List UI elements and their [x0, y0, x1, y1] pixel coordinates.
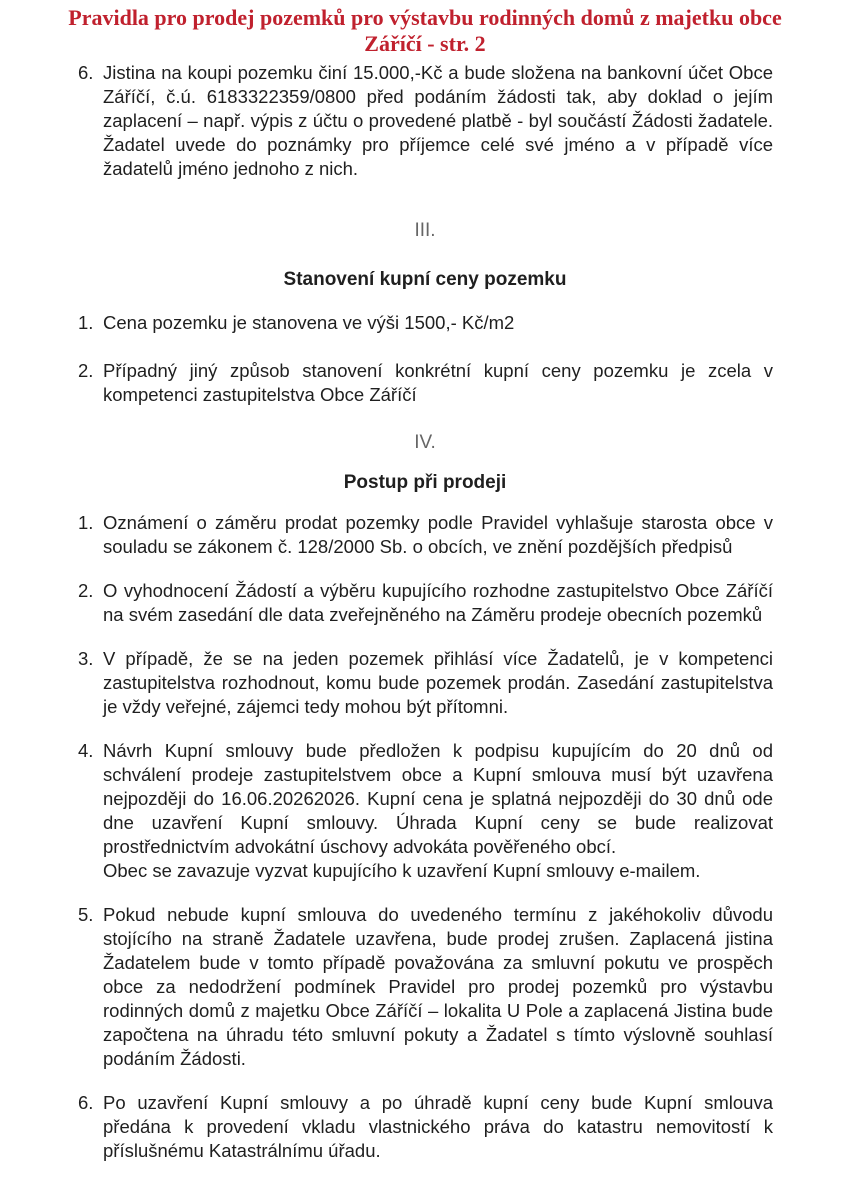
list-item: [78, 311, 773, 335]
list-item-text: [103, 511, 773, 559]
section-heading-iv: Postup při prodeji: [343, 472, 507, 493]
list-item-number: 6.: [78, 62, 94, 83]
document-title-line-2: Záříčí - str. 2: [364, 31, 486, 56]
list-item-number: 2.: [78, 580, 94, 601]
section-iii-list: [0, 311, 850, 407]
section-heading-iii: Stanovení kupní ceny pozemku: [283, 269, 567, 290]
list-item-number: 6.: [78, 1092, 94, 1113]
list-item: [78, 579, 773, 627]
list-item-number: 1.: [78, 312, 94, 333]
paragraph: Obec se zavazuje vyzvat kupujícího k uzavření Kupní smlouvy e-mailem.: [103, 860, 701, 881]
paragraph: O vyhodnocení Žádostí a výběru kupujícího rozhodne zastupitelstvo Obce Záříčí na svém zasedání dle data zveřejněného na Záměru prodeje obecních pozemků: [103, 580, 773, 625]
intro-list: [0, 61, 850, 181]
list-item: [78, 903, 773, 1071]
list-item: [78, 647, 773, 719]
list-item-number: 1.: [78, 512, 94, 533]
list-item-number: 3.: [78, 648, 94, 669]
list-item: [78, 359, 773, 407]
list-item-text: [103, 739, 773, 883]
list-item-number: 2.: [78, 360, 94, 381]
document-title: [0, 0, 850, 57]
section-numeral-iv: IV.: [414, 432, 436, 453]
list-item: [78, 511, 773, 559]
list-item-number: 4.: [78, 740, 94, 761]
list-item-text: [103, 359, 773, 407]
list-item-text: [103, 647, 773, 719]
list-item: [78, 739, 773, 883]
paragraph: Oznámení o záměru prodat pozemky podle Pravidel vyhlašuje starosta obce v souladu se zákonem č. 128/2000 Sb. o obcích, ve znění pozdějších předpisů: [103, 512, 773, 557]
list-item-text: [103, 311, 773, 335]
document-body: [0, 61, 850, 1163]
paragraph: Cena pozemku je stanovena ve výši 1500,- Kč/m2: [103, 312, 515, 333]
list-item-text: [103, 1091, 773, 1163]
paragraph: Pokud nebude kupní smlouva do uvedeného termínu z jakéhokoliv důvodu stojícího na straně Žadatele uzavřena, bude prodej zrušen. Zaplacená jistina Žadatelem bude v tomto případě považována za smluvní pokutu ve prospěch obce za nedodržení podmínek Pravidel pro prodej pozemků pro výstavbu rodinných domů z majetku Obce Záříčí – lokalita U Pole a zaplacená Jistina bude započtena na úhradu této smluvní pokuty a Žadatel s tímto výslovně souhlasí podáním Žádosti.: [103, 904, 773, 1069]
section-iv-list: [0, 511, 850, 1163]
list-item-text: [103, 579, 773, 627]
section-numeral-iii: III.: [414, 220, 436, 241]
list-item-text: [103, 61, 773, 181]
paragraph: Návrh Kupní smlouvy bude předložen k podpisu kupujícím do 20 dnů od schválení prodeje zastupitelstvem obce a Kupní smlouva musí být uzavřena nejpozději do 16.06.20262026. Kupní cena je splatná nejpozději do 30 dnů ode dne uzavření Kupní smlouvy. Úhrada Kupní ceny se bude realizovat prostřednictvím advokátní úschovy advokáta pověřeného obcí.: [103, 740, 773, 857]
list-item: [78, 61, 773, 181]
list-item-number: 5.: [78, 904, 94, 925]
list-item: [78, 1091, 773, 1163]
paragraph: Jistina na koupi pozemku činí 15.000,-Kč a bude složena na bankovní účet Obce Záříčí, č.ú. 6183322359/0800 před podáním žádosti tak, aby doklad o jejím zaplacení – např. výpis z účtu o provedené platbě - byl součástí Žádosti žadatele. Žadatel uvede do poznámky pro příjemce celé své jméno a v případě více žadatelů jméno jednoho z nich.: [103, 62, 773, 179]
document-title-line-1: Pravidla pro prodej pozemků pro výstavbu rodinných domů z majetku obce: [68, 5, 782, 30]
paragraph: Po uzavření Kupní smlouvy a po úhradě kupní ceny bude Kupní smlouva předána k provedení vkladu vlastnického práva do katastru nemovitostí k příslušnému Katastrálnímu úřadu.: [103, 1092, 773, 1161]
list-item-text: [103, 903, 773, 1071]
paragraph: Případný jiný způsob stanovení konkrétní kupní ceny pozemku je zcela v kompetenci zastupitelstva Obce Záříčí: [103, 360, 773, 405]
paragraph: V případě, že se na jeden pozemek přihlásí více Žadatelů, je v kompetenci zastupitelstva rozhodnout, komu bude pozemek prodán. Zasedání zastupitelstva je vždy veřejné, zájemci tedy mohou být přítomni.: [103, 648, 773, 717]
